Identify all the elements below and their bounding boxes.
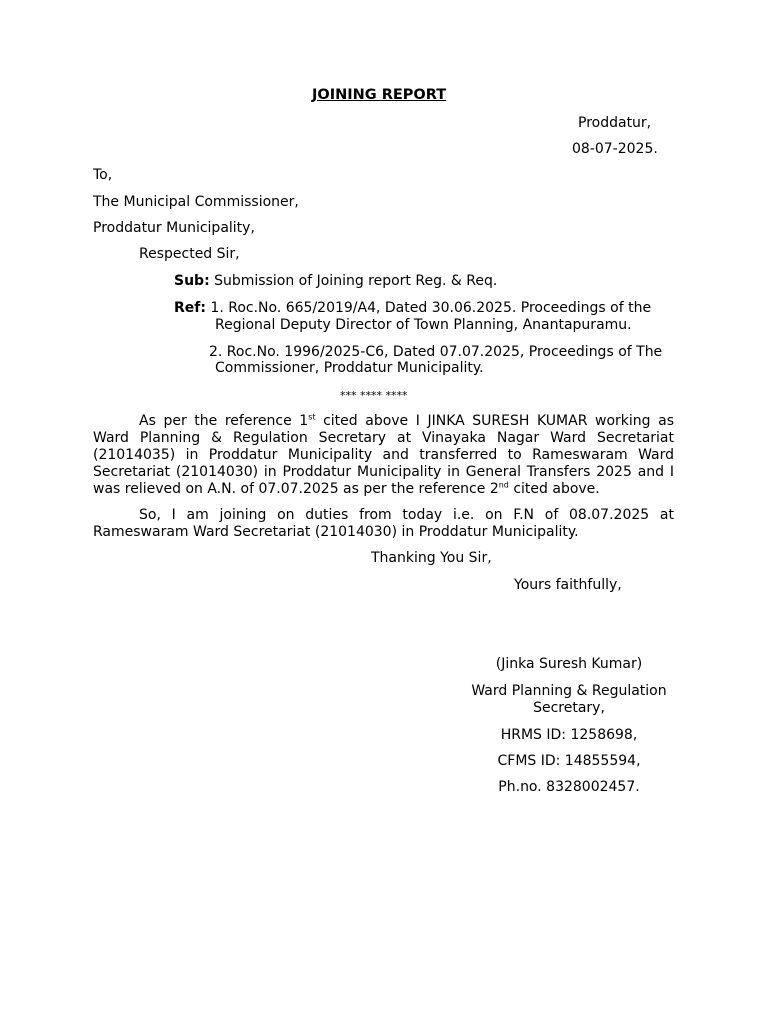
separator-stars: *** **** **** <box>340 389 408 402</box>
subject-label: Sub: <box>174 273 210 289</box>
reference-label: Ref: <box>174 300 206 316</box>
salutation: Respected Sir, <box>139 246 240 262</box>
para1-sup2: nd <box>498 480 509 490</box>
subject-text: Submission of Joining report Reg. & Req. <box>214 273 498 289</box>
thanks-line: Thanking You Sir, <box>371 550 492 566</box>
document-title: JOINING REPORT <box>312 87 447 103</box>
signature-name: (Jinka Suresh Kumar) <box>495 656 643 672</box>
para1-part3: cited above. <box>508 481 600 497</box>
closing-line: Yours faithfully, <box>514 577 622 593</box>
reference-item-2: 2. Roc.No. 1996/2025-C6, Dated 07.07.2025, Proceedings of The <box>209 344 663 360</box>
cfms-id: CFMS ID: 14855594, <box>497 753 641 769</box>
addressee-line-1: The Municipal Commissioner, <box>93 194 299 210</box>
date-line: 08-07-2025. <box>572 141 658 157</box>
reference-item-1: 1. Roc.No. 665/2019/A4, Dated 30.06.2025. Proceedings of the <box>210 300 652 316</box>
hrms-id: HRMS ID: 1258698, <box>500 727 638 743</box>
para1-part2: cited above I JINKA SURESH KUMAR working as Ward Planning & Regulation Secretary at Vinayaka Nagar Ward Secretariat (21014035) in Proddatur Municipality and transferred to Rameswaram Ward Secretariat (21014030) in Proddatur Municipality in General Transfers 2025 and I was relieved on A.N. of 07.07.2025 as per the reference 2 <box>93 413 674 497</box>
signature-block <box>464 656 674 796</box>
para2-text: So, I am joining on duties from today i.e. on F.N of 08.07.2025 at Rameswaram Ward Secretariat (21014030) in Proddatur Municipality. <box>93 507 674 540</box>
paragraph-1 <box>93 413 674 498</box>
paragraph-2 <box>93 507 674 541</box>
designation-line-1: Ward Planning & Regulation <box>471 683 667 699</box>
reference-item-1-cont: Regional Deputy Director of Town Planning, Anantapuramu. <box>215 317 632 333</box>
subject-line <box>174 273 497 290</box>
to-line: To, <box>93 167 113 183</box>
para1-sup1: st <box>308 412 316 422</box>
para1-part1: As per the reference 1 <box>139 413 309 429</box>
phone-number: Ph.no. 8328002457. <box>498 779 640 795</box>
addressee-line-2: Proddatur Municipality, <box>93 220 255 236</box>
designation-line-2: Secretary, <box>533 700 605 716</box>
place-line: Proddatur, <box>578 115 652 131</box>
reference-line-1 <box>174 300 651 317</box>
reference-item-2-cont: Commissioner, Proddatur Municipality. <box>215 360 484 376</box>
